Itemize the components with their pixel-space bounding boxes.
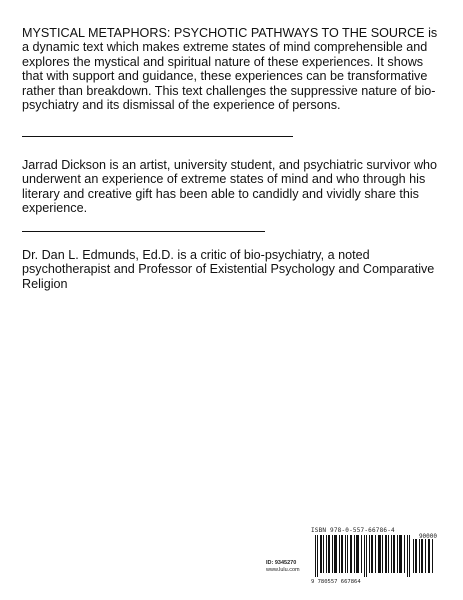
endorser-bio: Dr. Dan L. Edmunds, Ed.D. is a critic of bio-psychiatry, a noted psychotherapist and Professor of Existential Psychology and Comparative Religion	[22, 248, 435, 291]
barcode-number: 9 780557 667864	[311, 579, 361, 585]
publisher-site: www.lulu.com	[266, 567, 300, 573]
barcode-digits	[311, 579, 361, 585]
price-code: 90000	[418, 533, 437, 540]
barcode-icon	[313, 535, 435, 577]
isbn-number: ISBN 978-0-557-66786-4	[311, 527, 395, 534]
isbn-barcode	[311, 527, 439, 585]
book-blurb: MYSTICAL METAPHORS: PSYCHOTIC PATHWAYS TO THE SOURCE is a dynamic text which makes extreme states of mind comprehensible and explores the mystical and spiritual nature of these experiences. It shows that with support and guidance, these experiences can be transformative rather than breakdown. This text challenges the suppressive nature of bio-psychiatry and its dismissal of the experience of persons.	[22, 26, 438, 113]
divider-line	[22, 136, 293, 137]
publisher-id: ID: 9345270	[266, 560, 297, 566]
author-bio: Jarrad Dickson is an artist, university student, and psychiatric survivor who underwent an experience of extreme states of mind and who through his literary and creative gift has been able to candidly and vividly share this experience.	[22, 158, 438, 216]
divider-line	[22, 231, 265, 232]
publisher-info	[266, 560, 306, 574]
isbn-label	[311, 527, 395, 534]
